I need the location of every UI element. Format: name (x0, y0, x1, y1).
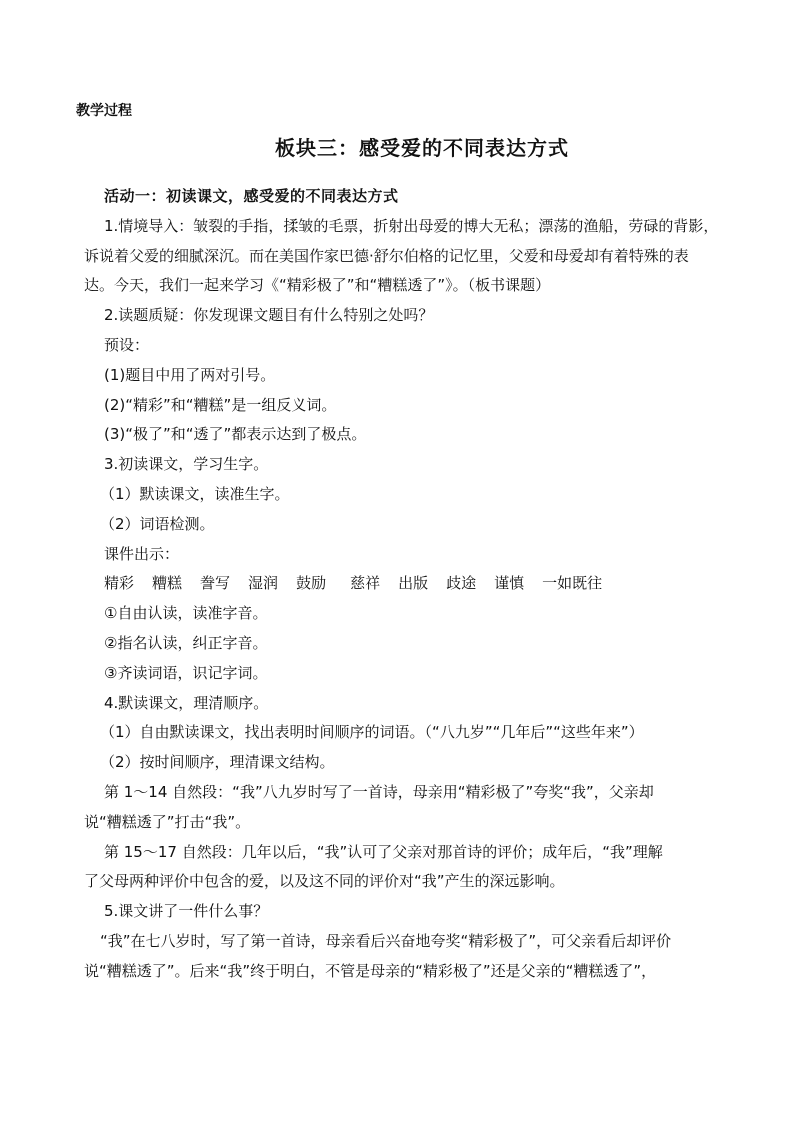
section-label: 教学过程 (76, 103, 132, 119)
paragraph-line: 2.读题质疑：你发现课文题目有什么特别之处吗？ (104, 306, 434, 325)
paragraph-line: (3)“极了”和“透了”都表示达到了极点。 (104, 425, 367, 444)
paragraph-line: 说“糟糕透了”打击“我”。 (84, 812, 251, 831)
paragraph-line: 5.课文讲了一件什么事？ (104, 902, 269, 921)
activity-title: 活动一：初读课文，感受爱的不同表达方式 (104, 187, 399, 205)
paragraph-line: 3.初读课文，学习生字。 (104, 455, 269, 474)
paragraph-line: 课件出示： (104, 544, 180, 563)
vocab-list (84, 569, 730, 599)
paragraph-line: 预设： (104, 335, 150, 354)
paragraph-line: (1)题目中用了两对引号。 (104, 365, 276, 384)
paragraph-line: 达。今天，我们一起来学习《“精彩极了”和“糟糕透了”》。（板书课题） (84, 276, 551, 295)
vocab-word: 鼓励 (296, 574, 327, 593)
paragraph-line: （2）按时间顺序，理清课文结构。 (100, 753, 335, 772)
paragraph-line: 说“糟糕透了”。后来“我”终于明白，不管是母亲的“精彩极了”还是父亲的“糟糕透了”， (84, 961, 657, 980)
vocab-word: 歧途 (446, 574, 477, 593)
paragraph-line: 诉说着父爱的细腻深沉。而在美国作家巴德·舒尔伯格的记忆里，父爱和母爱却有着特殊的表 (84, 246, 689, 265)
paragraph-line: “我”在七八岁时，写了第一首诗，母亲看后兴奋地夸奖“精彩极了”，可父亲看后却评价 (100, 931, 672, 950)
paragraph-line: 了父母两种评价中包含的爱，以及这不同的评价对“我”产生的深远影响。 (84, 872, 565, 891)
paragraph-line: (2)“精彩”和“糟糕”是一组反义词。 (104, 395, 337, 414)
page-title: 板块三：感受爱的不同表达方式 (275, 136, 569, 160)
vocab-word: 一如既往 (542, 574, 603, 593)
vocab-word: 糟糕 (152, 574, 183, 593)
vocab-word: 慈祥 (350, 574, 381, 593)
vocab-word: 出版 (398, 574, 429, 593)
paragraph-line: ③齐读词语，识记字词。 (104, 663, 268, 682)
vocab-word: 谨慎 (494, 574, 525, 593)
paragraph-line: 第 1～14 自然段：“我”八九岁时写了一首诗，母亲用“精彩极了”夸奖“我”，父亲却 (104, 782, 654, 801)
document-body (84, 182, 730, 987)
paragraph-line: 第 15～17 自然段：几年以后，“我”认可了父亲对那首诗的评价；成年后，“我”理解 (104, 842, 663, 861)
paragraph-line: 1.情境导入：皱裂的手指，揉皱的毛票，折射出母爱的博大无私；漂荡的渔船，劳碌的背影， (104, 216, 719, 235)
vocab-word: 湿润 (248, 574, 279, 593)
paragraph-line: ②指名认读，纠正字音。 (104, 633, 268, 652)
vocab-word: 精彩 (104, 574, 135, 593)
paragraph-line: （1）默读课文，读准生字。 (100, 484, 290, 503)
paragraph-line: ①自由认读，读准字音。 (104, 604, 268, 623)
paragraph-line: （1）自由默读课文，找出表明时间顺序的词语。（“八九岁”“几年后”“这些年来”） (100, 723, 644, 742)
paragraph-line: （2）词语检测。 (100, 514, 215, 533)
paragraph-line: 4.默读课文，理清顺序。 (104, 693, 269, 712)
vocab-word: 誊写 (200, 574, 231, 593)
